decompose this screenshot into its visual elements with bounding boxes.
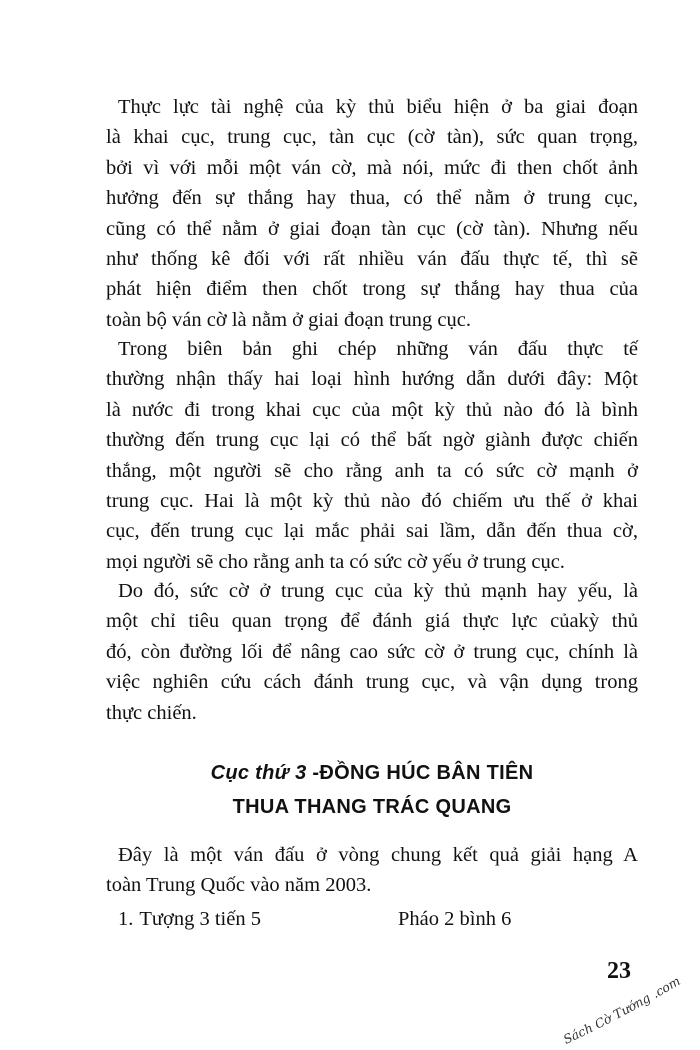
- intro-paragraph: [106, 840, 638, 901]
- text-line: phát hiện điểm then chốt trong sự thắng hay thua của: [106, 278, 638, 301]
- text-line: hưởng đến sự thắng hay thua, có thể nằm ở trung cục,: [106, 187, 638, 210]
- paragraph-1: [106, 92, 638, 335]
- text-line: Thực lực tài nghệ của kỳ thủ biểu hiện ở ba giai đoạn: [118, 96, 638, 118]
- heading-line-1: [106, 756, 638, 790]
- text-line: Do đó, sức cờ ở trung cục của kỳ thủ mạnh hay yếu, là: [118, 580, 638, 602]
- text-line: thường đến trung cục lại có thể bất ngờ giành được chiến: [106, 429, 638, 452]
- watermark-text: Sách Cờ Tướng .com: [560, 973, 683, 1047]
- move-red: Tượng 3 tiến 5: [139, 908, 261, 930]
- text-line: là khai cục, trung cục, tàn cục (cờ tàn), sức quan trọng,: [106, 126, 638, 149]
- paragraph-3: [106, 576, 638, 728]
- move-row: [118, 904, 638, 934]
- heading-prefix: Cục thứ 3: [210, 762, 307, 784]
- watermark-logo: [548, 960, 698, 1050]
- text-line: thực chiến.: [106, 701, 197, 724]
- heading-title-2: THUA THANG TRÁC QUANG: [232, 796, 512, 818]
- text-line: toàn Trung Quốc vào năm 2003.: [106, 874, 372, 897]
- paragraph-2: [106, 334, 638, 577]
- text-line: thắng, một người sẽ cho rằng anh ta có sức cờ mạnh ở: [106, 459, 638, 482]
- text-line: Đây là một ván đấu ở vòng chung kết quả giải hạng A: [118, 844, 638, 866]
- text-line: mọi người sẽ cho rằng anh ta có sức cờ yếu ở trung cục.: [106, 550, 565, 573]
- text-line: cũng có thể nằm ở giai đoạn tàn cục (cờ tàn). Nhưng nếu: [106, 217, 638, 240]
- text-line: việc nghiên cứu cách đánh trung cục, và vận dụng trong: [106, 671, 638, 694]
- text-line: một chỉ tiêu quan trọng để đánh giá thực lực củakỳ thủ: [106, 610, 638, 633]
- text-line: thường nhận thấy hai loại hình hướng dẫn dưới đây: Một: [106, 368, 638, 391]
- move-black: Pháo 2 bình 6: [398, 908, 512, 930]
- move-number: 1.: [118, 908, 134, 930]
- text-line: trung cục. Hai là một kỳ thủ nào đó chiếm ưu thế ở khai: [106, 490, 638, 513]
- page-number: 23: [607, 958, 631, 984]
- game-heading: [106, 756, 638, 824]
- svg-text:Sách Cờ Tướng .com: [561, 973, 683, 1047]
- heading-title-1: ĐỒNG HÚC BÂN TIÊN: [319, 762, 534, 784]
- text-line: như thống kê đối với rất nhiều ván đấu thực tế, thì sẽ: [106, 248, 638, 271]
- text-line: toàn bộ ván cờ là nằm ở giai đoạn trung cục.: [106, 308, 471, 331]
- text-line: là nước đi trong khai cục của một kỳ thủ nào đó là bình: [106, 398, 638, 421]
- heading-separator: -: [306, 762, 320, 784]
- text-line: đó, còn đường lối để nâng cao sức cờ ở trung cục, chính là: [106, 640, 638, 663]
- text-line: cục, đến trung cục lại mắc phải sai lầm, dẫn đến thua cờ,: [106, 520, 638, 543]
- text-line: bởi vì với mỗi một ván cờ, mà nói, mức đi then chốt ảnh: [106, 156, 638, 179]
- text-line: Trong biên bản ghi chép những ván đấu thực tế: [118, 338, 638, 360]
